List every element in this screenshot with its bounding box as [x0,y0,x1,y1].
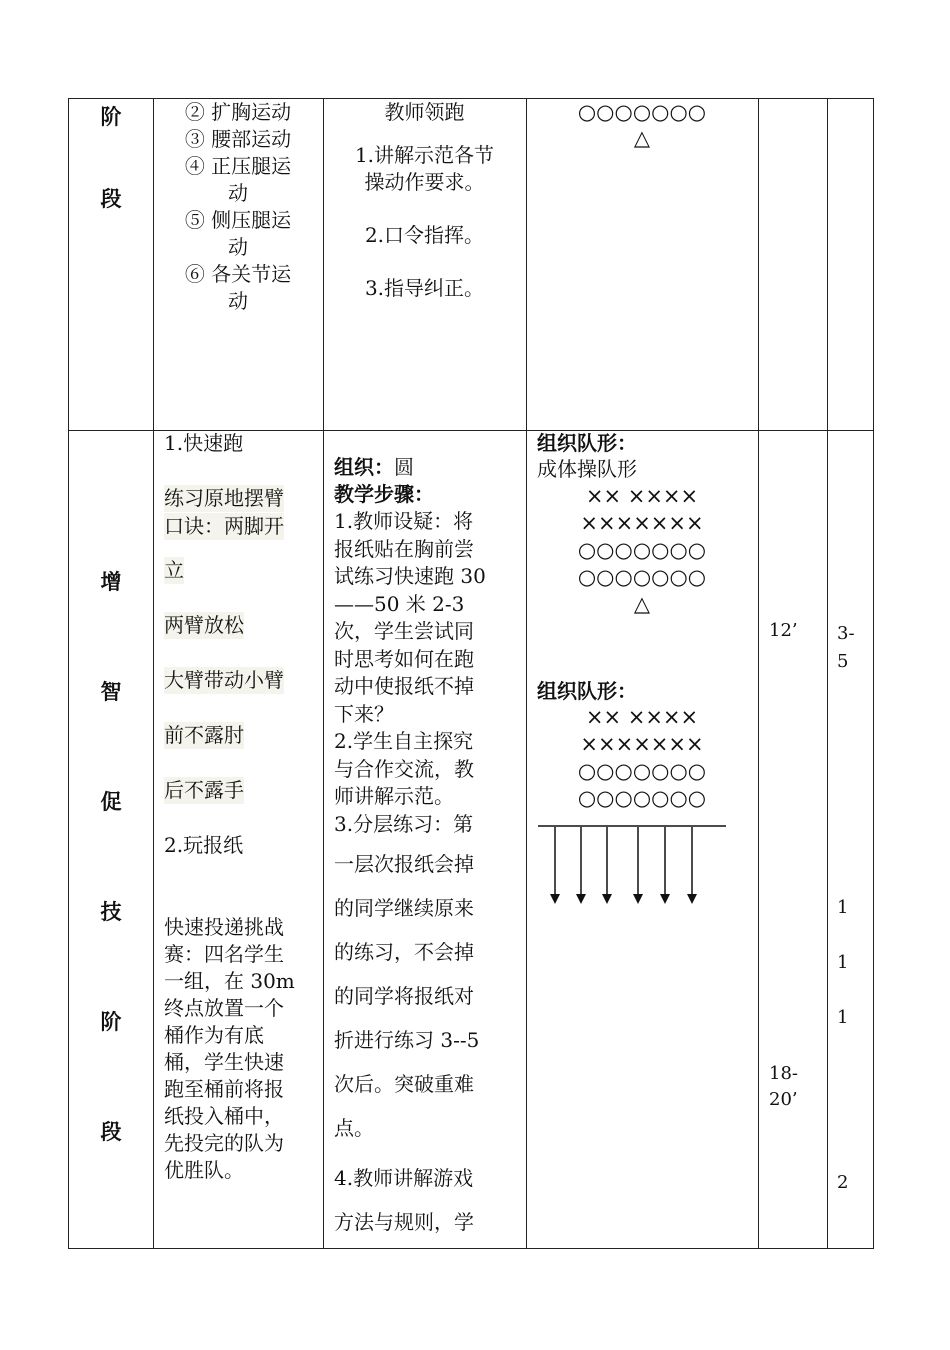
step-line: 一层次报纸会掉 [334,852,474,876]
count-line: 5 [837,651,849,672]
exercise-line: 动 [228,181,248,205]
formation-diagram-1 [526,483,758,618]
lesson-plan-table [68,98,874,1249]
exercise-line: ⑤ 侧压腿运 [184,208,292,232]
stage-char: 段 [100,186,122,211]
exercise-line: 动 [228,235,248,259]
game-line: 一组，在 30m [164,969,295,993]
stage-char: 阶 [100,1009,122,1034]
steps-block-b [334,842,524,1244]
formation-diagram-2 [526,704,758,812]
count-value: 1 [837,952,849,973]
steps-label: 教学步骤： [334,482,434,506]
step-line: 试练习快速跑 30 [334,564,486,588]
item-heading: 2.玩报纸 [164,833,244,857]
drill-line: 两臂放松 [164,613,244,637]
method-line: 3.指导纠正。 [364,276,485,300]
stage-char: 智 [100,679,122,704]
warmup-formation-cell [526,99,758,151]
skill-method-cell [334,430,524,1244]
formation-row-circles: ○○○○○○○ [577,100,707,124]
arrow-head [687,894,697,904]
step-line: 次，学生尝试同 [334,619,474,643]
item-heading: 1.快速跑 [164,431,244,455]
count-value: 1 [837,897,849,918]
organization-value: 圆 [394,455,414,479]
game-line: 桶，学生快速 [164,1050,284,1074]
time-value: 12’ [769,620,798,641]
organization-label: 组织： [334,455,394,479]
organization-line [334,454,524,481]
step-line: ——50 米 2-3 [334,591,465,616]
time-line: 18- [769,1063,798,1084]
drill-line: 口诀：两脚开 [164,514,284,538]
stage-char: 阶 [100,104,122,129]
drill-line: 立 [164,558,184,582]
game-description [164,914,295,1184]
exercise-line: ⑥ 各关节运 [184,262,292,286]
step-line: 报纸贴在胸前尝 [334,536,474,561]
arrow-head [576,894,586,904]
drill-line: 前不露肘 [164,723,244,747]
exercise-line: ④ 正压腿运 [184,154,292,178]
stage-cell-skill [69,430,153,1250]
formation-row: ○○○○○○○ [577,565,707,589]
step-line: 1.教师设疑：将 [334,509,474,533]
skill-formation-cell [526,430,758,950]
method-line: 2.口令指挥。 [364,223,485,247]
step-line: 3.分层练习：第 [334,811,474,836]
steps-block-a [334,508,524,838]
step-line: 的同学将报纸对 [334,984,474,1008]
formation-label: 组织队形： [537,679,637,703]
formation-row: ○○○○○○○ [577,759,707,783]
time-line: 20’ [769,1089,798,1110]
game-line: 纸投入桶中， [164,1104,284,1128]
game-line: 优胜队。 [164,1158,244,1182]
step-line: 4.教师讲解游戏 [334,1166,474,1190]
column-divider [827,99,828,1248]
stage-cell-warmup [69,99,153,430]
formation-row: ×× ×××× [585,705,699,729]
formation-row: ××××××× [580,732,704,756]
stage-char: 促 [100,789,122,814]
step-line: 师讲解示范。 [334,784,454,808]
game-line: 赛：四名学生 [164,942,284,966]
step-line: 的同学继续原来 [334,896,474,920]
stage-char: 增 [100,569,122,594]
formation-row: ○○○○○○○ [577,786,707,810]
step-line: 时思考如何在跑 [334,646,474,671]
formation-row: ××××××× [580,511,704,535]
step-line: 下来？ [334,701,394,726]
running-arrows-diagram [526,815,758,915]
step-line: 点。 [334,1116,374,1140]
game-line: 终点放置一个 [164,996,284,1020]
formation-subtitle: 成体操队形 [537,457,637,481]
warmup-content-cell [153,99,323,315]
time-value [769,1061,798,1113]
game-line: 快速投递挑战 [164,915,284,939]
step-line: 折进行练习 3--5 [334,1028,480,1052]
step-line: 方法与规则，学 [334,1210,474,1234]
teacher-triangle: △ [633,592,651,616]
game-line: 跑至桶前将报 [164,1077,284,1101]
count-line: 3- [837,623,855,644]
arrow-head [633,894,643,904]
count-value: 1 [837,1007,849,1028]
step-line: 动中使报纸不掉 [334,674,474,698]
method-line: 操动作要求。 [364,170,485,194]
arrow-head [602,894,612,904]
count-value: 2 [837,1172,849,1193]
step-line: 次后。突破重难 [334,1072,474,1096]
drill-line: 练习原地摆臂 [164,486,284,510]
stage-char: 段 [100,1119,122,1144]
game-line: 先投完的队为 [164,1131,284,1155]
drill-line: 大臂带动小臂 [164,668,284,692]
step-line: 与合作交流，教 [334,756,474,781]
exercise-line: ② 扩胸运动 [184,100,292,124]
stage-char: 技 [100,899,122,924]
game-line: 桶作为有底 [164,1023,264,1047]
step-line: 的练习，不会掉 [334,940,474,964]
arrow-head [550,894,560,904]
formation-row: ×× ×××× [585,484,699,508]
teacher-triangle: △ [633,126,651,150]
exercise-line: ③ 腰部运动 [184,127,292,151]
method-title: 教师领跑 [384,100,465,124]
count-value [837,620,855,676]
formation-label: 组织队形： [537,431,637,455]
arrow-head [660,894,670,904]
drill-line: 后不露手 [164,778,244,802]
exercise-line: 动 [228,289,248,313]
formation-row: ○○○○○○○ [577,538,707,562]
method-line: 1.讲解示范各节 [354,143,495,167]
arrow-group [550,827,697,904]
column-divider [758,99,759,1248]
warmup-method-cell [323,99,526,302]
step-line: 2.学生自主探究 [334,729,474,753]
